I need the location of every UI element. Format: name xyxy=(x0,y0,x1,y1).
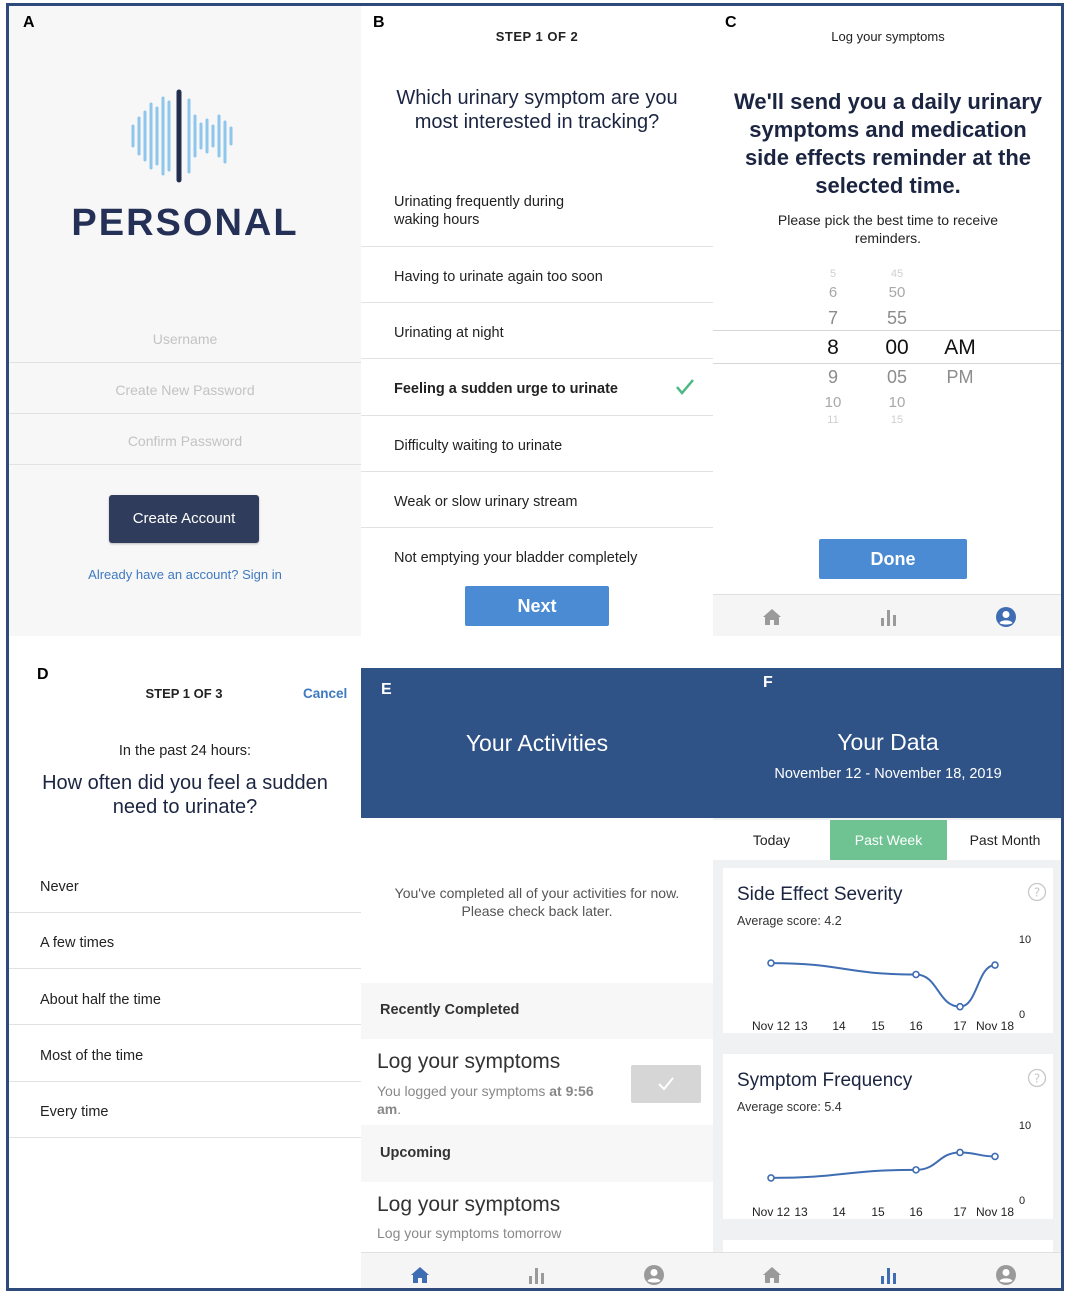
minute-option[interactable]: 55 xyxy=(886,308,908,328)
section-header-upcoming: Upcoming xyxy=(380,1145,451,1161)
soundwave-logo-icon xyxy=(127,86,239,186)
divider xyxy=(9,1137,361,1138)
confirm-password-field[interactable]: Confirm Password xyxy=(127,433,243,449)
x-tick-label: Nov 12 xyxy=(751,1205,791,1219)
data-point xyxy=(992,1153,998,1159)
answer-option[interactable]: Never xyxy=(40,879,79,895)
app-logo-text: PERSONAL xyxy=(71,202,299,244)
x-tick-label: 14 xyxy=(832,1205,846,1219)
symptom-option[interactable]: Having to urinate again too soon xyxy=(394,269,603,285)
answer-option[interactable]: Every time xyxy=(40,1104,109,1120)
y-tick-label: 0 xyxy=(1018,1195,1026,1207)
symptom-option[interactable]: Difficulty waiting to urinate xyxy=(394,438,563,454)
activity-subtitle-text: You logged your symptoms xyxy=(377,1083,546,1099)
create-account-button[interactable]: Create Account xyxy=(109,495,259,543)
home-icon[interactable] xyxy=(760,605,784,629)
tab-past-week[interactable]: Past Week xyxy=(830,820,947,860)
username-field[interactable]: Username xyxy=(152,331,218,347)
bottom-tab-bar xyxy=(361,1252,713,1291)
reminder-headline: We'll send you a daily urinary symptoms and medication side effects reminder at the selected time. xyxy=(733,89,1043,198)
divider xyxy=(361,358,713,359)
svg-text:?: ? xyxy=(1033,885,1041,900)
divider xyxy=(9,362,361,363)
profile-icon[interactable] xyxy=(994,1263,1018,1287)
tab-past-month[interactable]: Past Month xyxy=(969,832,1041,848)
panel-reminder-time xyxy=(713,6,1063,636)
y-tick-label: 0 xyxy=(1018,1009,1026,1021)
step-indicator: STEP 1 OF 2 xyxy=(495,29,579,44)
profile-icon[interactable] xyxy=(994,605,1018,629)
x-tick-label: 15 xyxy=(871,1205,885,1219)
side-effect-line-chart xyxy=(723,918,1053,1033)
data-point xyxy=(957,1004,963,1010)
svg-text:?: ? xyxy=(1033,1071,1041,1086)
period-tabs xyxy=(713,820,1063,860)
data-point xyxy=(768,1175,774,1181)
minute-option[interactable]: 45 xyxy=(890,268,904,280)
divider xyxy=(9,413,361,414)
data-header xyxy=(713,668,1063,818)
minute-option[interactable]: 05 xyxy=(886,367,908,387)
question-circle-icon[interactable] xyxy=(1027,1068,1047,1088)
panel-label: F xyxy=(763,674,773,691)
bar-chart-icon[interactable] xyxy=(525,1263,549,1287)
check-icon xyxy=(675,378,695,396)
question-heading: Which urinary symptom are you most interested in tracking? xyxy=(396,87,678,133)
figure-frame xyxy=(6,3,1064,1291)
chart-title: Symptom Frequency xyxy=(737,1070,913,1091)
picker-divider xyxy=(713,363,1063,364)
sign-in-link[interactable]: Already have an account? Sign in xyxy=(88,567,282,582)
done-button[interactable]: Done xyxy=(819,539,967,579)
divider xyxy=(9,1024,361,1025)
x-tick-label: Nov 18 xyxy=(975,1019,1015,1033)
activity-subtitle: Log your symptoms tomorrow xyxy=(377,1225,562,1241)
bar-chart-icon[interactable] xyxy=(877,605,901,629)
minute-option[interactable]: 50 xyxy=(888,284,906,301)
activity-title: Log your symptoms xyxy=(377,1050,561,1073)
data-point xyxy=(992,962,998,968)
data-point xyxy=(913,1167,919,1173)
activity-subtitle xyxy=(377,1082,597,1118)
profile-icon[interactable] xyxy=(642,1263,666,1287)
divider xyxy=(361,246,713,247)
x-tick-label: 13 xyxy=(794,1019,808,1033)
panel-symptom-select xyxy=(361,6,713,636)
tab-today[interactable]: Today xyxy=(752,832,791,848)
hour-option[interactable]: 5 xyxy=(829,268,837,280)
cancel-button[interactable]: Cancel xyxy=(303,686,348,701)
activity-title: Log your symptoms xyxy=(377,1193,561,1216)
page-title: Your Activities xyxy=(465,730,609,756)
chart-card-symptom-frequency xyxy=(723,1054,1053,1219)
check-icon xyxy=(658,1077,674,1091)
chart-card-side-effect xyxy=(723,868,1053,1033)
hour-option[interactable]: 10 xyxy=(824,394,842,411)
data-point xyxy=(913,971,919,977)
activity-subtitle-end: . xyxy=(397,1101,402,1117)
symptom-option-selected[interactable]: Feeling a sudden urge to urinate xyxy=(394,381,618,397)
y-tick-label: 10 xyxy=(1018,934,1032,946)
hour-option[interactable]: 7 xyxy=(827,308,838,328)
symptom-option[interactable]: Weak or slow urinary stream xyxy=(394,494,578,510)
question-circle-icon[interactable] xyxy=(1027,882,1047,902)
x-tick-label: 14 xyxy=(832,1019,846,1033)
panel-label: E xyxy=(381,681,392,698)
date-range: November 12 - November 18, 2019 xyxy=(774,766,1002,782)
divider xyxy=(361,415,713,416)
bottom-tab-bar xyxy=(713,1252,1063,1291)
chart-title: Side Effect Severity xyxy=(737,884,903,905)
home-icon[interactable] xyxy=(408,1263,432,1287)
reminder-instruction: Please pick the best time to receive reminders. xyxy=(777,212,999,246)
hour-option[interactable]: 9 xyxy=(827,367,838,387)
panel-label: B xyxy=(373,14,385,31)
symptom-option[interactable]: Urinating frequently during waking hours xyxy=(394,194,565,228)
panel-label: A xyxy=(23,14,35,31)
new-password-field[interactable]: Create New Password xyxy=(115,382,255,398)
divider xyxy=(361,471,713,472)
question-context: In the past 24 hours: xyxy=(118,743,252,759)
answer-option[interactable]: Most of the time xyxy=(40,1048,144,1064)
next-button[interactable]: Next xyxy=(465,586,609,626)
minute-option[interactable]: 10 xyxy=(888,394,906,411)
hour-selected[interactable]: 8 xyxy=(827,336,839,359)
data-point xyxy=(957,1149,963,1155)
bottom-tab-bar xyxy=(713,594,1063,636)
minute-option[interactable]: 15 xyxy=(890,414,904,426)
chart-subtitle: Average score: 5.4 xyxy=(737,1100,842,1114)
activity-subtitle-time: at 9:56 am xyxy=(377,1083,594,1117)
picker-divider xyxy=(713,330,1063,331)
symptom-frequency-line-chart xyxy=(723,1104,1053,1219)
divider xyxy=(9,1081,361,1082)
x-tick-label: 17 xyxy=(953,1019,967,1033)
x-tick-label: 13 xyxy=(794,1205,808,1219)
x-tick-label: Nov 12 xyxy=(751,1019,791,1033)
x-tick-label: 16 xyxy=(909,1205,923,1219)
series-line xyxy=(771,1152,995,1177)
hour-option[interactable]: 11 xyxy=(827,414,839,426)
answer-option[interactable]: About half the time xyxy=(40,992,161,1008)
minute-selected[interactable]: 00 xyxy=(885,336,909,359)
symptom-option[interactable]: Urinating at night xyxy=(394,325,504,341)
section-header-recent: Recently Completed xyxy=(380,1002,520,1018)
pm-option[interactable]: PM xyxy=(946,367,974,387)
question-heading: How often did you feel a sudden need to urinate? xyxy=(42,772,328,818)
page-title: Your Data xyxy=(837,729,939,755)
divider xyxy=(9,912,361,913)
divider xyxy=(9,464,361,465)
completed-check-button[interactable] xyxy=(631,1065,701,1103)
bar-chart-icon[interactable] xyxy=(877,1263,901,1287)
divider xyxy=(361,527,713,528)
panel-activities xyxy=(361,668,713,1291)
y-tick-label: 10 xyxy=(1018,1120,1032,1132)
x-tick-label: 17 xyxy=(953,1205,967,1219)
panel-label: C xyxy=(725,14,737,31)
divider xyxy=(361,302,713,303)
panel-your-data xyxy=(713,668,1063,1291)
x-tick-label: 15 xyxy=(871,1019,885,1033)
panel-label: D xyxy=(37,666,49,683)
step-indicator: STEP 1 OF 3 xyxy=(145,686,223,701)
completion-message: You've completed all of your activities for now. Please check back later. xyxy=(394,885,680,919)
chart-subtitle: Average score: 4.2 xyxy=(737,914,842,928)
series-line xyxy=(771,963,995,1007)
panel-create-account xyxy=(9,6,361,636)
x-tick-label: Nov 18 xyxy=(975,1205,1015,1219)
answer-option[interactable]: A few times xyxy=(40,935,115,951)
symptom-option[interactable]: Not emptying your bladder completely xyxy=(394,550,638,566)
home-icon[interactable] xyxy=(760,1263,784,1287)
x-tick-label: 16 xyxy=(909,1019,923,1033)
panel-survey-question xyxy=(9,656,361,1291)
activities-header xyxy=(361,668,713,818)
hour-option[interactable]: 6 xyxy=(828,284,838,301)
screen-title: Log your symptoms xyxy=(831,29,945,44)
divider xyxy=(9,968,361,969)
am-selected[interactable]: AM xyxy=(944,336,976,359)
data-point xyxy=(768,960,774,966)
